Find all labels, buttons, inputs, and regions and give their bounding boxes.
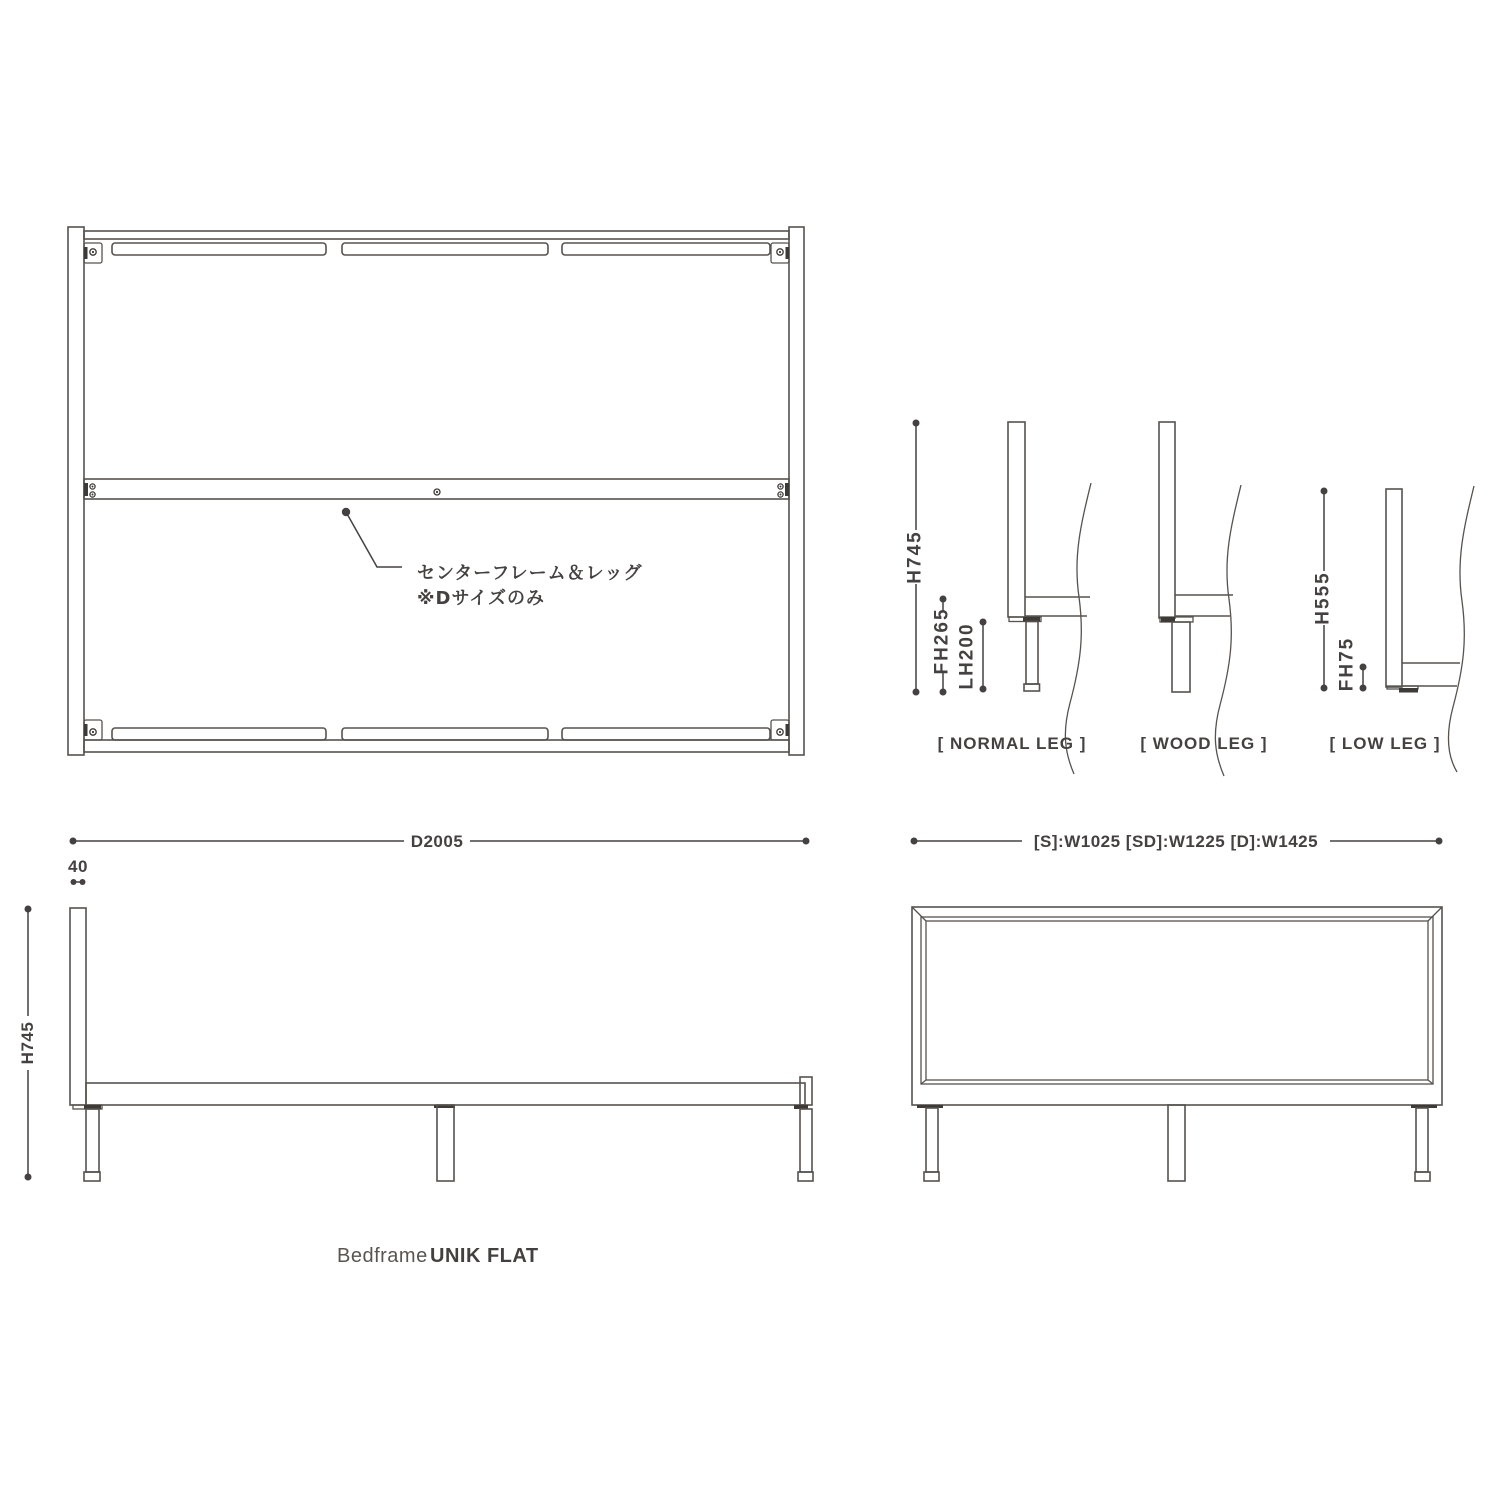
front-view [911,832,1443,1181]
callout-dot [342,508,350,516]
title-prefix: Bedframe [337,1245,428,1267]
frame-rail [1402,663,1460,686]
side-center-leg [434,1105,455,1181]
headboard-post [70,908,86,1105]
low-leg-view [1313,486,1474,772]
annotation-text-line1: センターフレーム＆レッグ [417,563,643,584]
plan-bottom-rail [84,740,789,752]
side-front-leg [73,1105,102,1181]
slat [342,728,548,740]
slat [562,728,770,740]
title-product-name: UNIK FLAT [430,1245,539,1267]
normal-leg-leg-height-label: LH200 [956,622,978,690]
front-right-leg [1411,1105,1437,1181]
slat [112,728,326,740]
normal-leg-total-height-label: H745 [904,530,926,584]
plan-left-post [68,227,84,755]
callout-leader-line [346,512,402,567]
normal-leg-view [905,420,1091,775]
leg [1172,622,1190,692]
leg-foot [1024,684,1040,691]
width-spec-label: [S]:W1025 [SD]:W1225 [D]:W1425 [1033,831,1319,851]
foot-glide [1399,688,1418,693]
leg-details [905,420,1474,777]
normal-leg-frame-height-label: FH265 [931,607,953,675]
low-leg-label: [ LOW LEG ] [1329,734,1441,753]
headboard-thickness-label: 40 [68,857,88,876]
side-rail [86,1083,805,1105]
corner-bracket-bottom-right [771,720,789,740]
foot-end-cap [800,1077,812,1105]
headboard-post [1008,422,1025,617]
corner-bracket-top-left [84,243,102,263]
side-view [18,832,813,1181]
side-height-label: H745 [17,1021,37,1065]
corner-bracket-bottom-left [84,720,102,740]
headboard-mid-frame [921,917,1433,1084]
normal-leg-label: [ NORMAL LEG ] [937,734,1087,753]
side-rear-leg [794,1105,813,1181]
front-left-leg [917,1105,943,1181]
plan-right-post [789,227,804,755]
headboard-post [1159,422,1175,618]
frame-rail [1175,595,1233,616]
wood-leg-label: [ WOOD LEG ] [1140,734,1268,753]
center-bar-left-fixing [84,483,95,497]
slat [562,243,770,255]
headboard-post [1386,489,1402,687]
drawing-title [337,1245,539,1267]
center-bar-center-screw [434,489,440,495]
depth-dimension-label: D2005 [410,831,464,851]
break-line [1065,483,1091,774]
slat [342,243,548,255]
center-bar-right-fixing [778,483,789,497]
annotation-text-line2: ※Dサイズのみ [417,588,545,609]
corner-bracket-top-right [771,243,789,263]
plan-view [68,227,804,755]
plan-top-rail [84,231,789,239]
break-line [1448,486,1474,772]
low-leg-total-height-label: H555 [1312,571,1334,625]
low-leg-frame-height-label: FH75 [1336,636,1358,692]
center-frame-annotation [342,508,643,609]
wood-leg-view [1140,422,1267,776]
headboard-panel [926,921,1428,1080]
leg [1026,622,1038,685]
miter-bevels [912,907,1442,1084]
break-line [1215,485,1241,776]
slat [112,243,326,255]
headboard-outer [912,907,1442,1105]
front-center-leg [1168,1105,1185,1181]
